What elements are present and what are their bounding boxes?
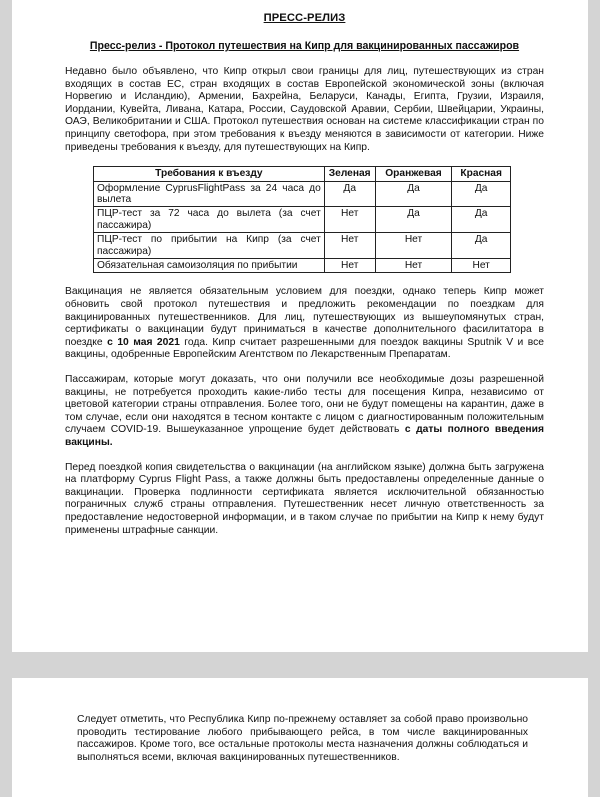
document-subtitle: Пресс-релиз - Протокол путешествия на Кипр для вакцинированных пассажиров [89, 40, 520, 52]
orange-value: Да [375, 207, 452, 233]
red-value: Да [452, 207, 511, 233]
certificate-paragraph: Перед поездкой копия свидетельства о вакцинации (на английском языке) должна быть загружена на платформу Cyprus Flight Pass, а также должны быть предоставлены определенные данные о вакцинации. Проверка подлинности сертификата является исключительной обязанностью пограничных служб страны отправления. Путешественник несет личную ответственность за предоставление недостоверной информации, и в таком случае по прибытии на Кипр к нему будут применены штрафные санкции. [65, 461, 544, 536]
requirement-label: ПЦР-тест за 72 часа до вылета (за счет пассажира) [94, 207, 325, 233]
vaccination-text-end: года. Кипр считает разрешенными для поездок вакцины Sputnik V и все вакцины, одобренные Европейским Агентством по Лекарственным Препаратам. [65, 336, 544, 361]
header-red: Красная [452, 167, 511, 181]
table-row [94, 259, 511, 273]
entry-requirements-table [93, 166, 511, 273]
requirement-label: Оформление CyprusFlightPass за 24 часа до вылета [94, 181, 325, 207]
document-title: ПРЕСС-РЕЛИЗ [263, 12, 346, 24]
header-orange: Оранжевая [375, 167, 452, 181]
header-green: Зеленая [324, 167, 375, 181]
table-header-row [94, 167, 511, 181]
vaccination-paragraph [65, 286, 544, 362]
intro-paragraph: Недавно было объявлено, что Кипр открыл свои границы для лиц, путешествующих из стран входящих в состав ЕС, стран входящих в состав Европейской экономической зоны (включая Норвегию и Исландию), Армении, Бахрейна, Беларуси, Канады, Египта, Грузии, Израиля, Иордании, Кувейта, Ливана, Катара, России, Саудовской Аравии, Сербии, Швейцарии, Украины, ОАЭ, Великобритании и США. Протокол путешествия основан на системе классификации стран по принципу светофора, при этом требования к въезду меняются в зависимости от категории. Ниже приведены требования к въезду, для путешествующих на Кипр. [65, 66, 544, 153]
vaccinated-passengers-text: Пассажирам, которые могут доказать, что они получили все необходимые дозы разрешенной вакцины, не потребуется проходить какие-либо тесты для посещения Кипра, независимо от цветовой категории страны отправления. Более того, они не будут помещены на карантин, даже в том случае, если они находятся в тесном контакте с лицом с диагностированным положительным случаем COVID-19. Вышеуказанное упрощение будет действовать [65, 373, 544, 436]
green-value: Да [324, 181, 375, 207]
vaccination-date: с 10 мая 2021 [107, 336, 180, 348]
red-value: Нет [452, 259, 511, 273]
green-value: Нет [324, 207, 375, 233]
requirement-label: Обязательная самоизоляция по прибытии [94, 259, 325, 273]
table-row [94, 207, 511, 233]
table-row [94, 181, 511, 207]
document-page-1 [12, 0, 588, 652]
red-value: Да [452, 233, 511, 259]
orange-value: Нет [375, 233, 452, 259]
header-requirements: Требования к въезду [94, 167, 325, 181]
requirement-label: ПЦР-тест по прибытии на Кипр (за счет пассажира) [94, 233, 325, 259]
orange-value: Нет [375, 259, 452, 273]
vaccinated-passengers-bold: с даты полного введения вакцины. [65, 424, 544, 448]
document-page-2 [12, 678, 588, 797]
orange-value: Да [375, 181, 452, 207]
red-value: Да [452, 181, 511, 207]
vaccinated-passengers-paragraph [65, 374, 544, 450]
green-value: Нет [324, 233, 375, 259]
vaccination-text-start: Вакцинация не является обязательным условием для поездки, однако теперь Кипр может обновить свой протокол путешествия и предложить рекомендации по поездкам для вакцинированных путешественников. Для лиц, путешествующих из вышеупомянутых стран, сертификаты о вакцинации будут приниматься в качестве дополнительного фасилитатора в поездке [65, 286, 544, 348]
table-row [94, 233, 511, 259]
green-value: Нет [324, 259, 375, 273]
closing-paragraph: Следует отметить, что Республика Кипр по-прежнему оставляет за собой право произвольно проводить тестирование любого прибывающего рейса, в том числе вакцинированных пассажиров. Кроме того, все остальные протоколы места назначения должны соблюдаться и выполняться всеми, включая вакцинированных путешественников. [77, 714, 528, 763]
